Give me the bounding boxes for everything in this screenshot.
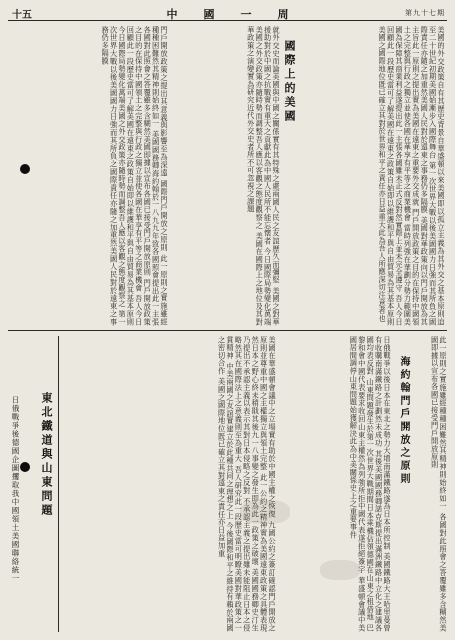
text-column: 中美兩國之友誼實建立於此種共同之理想之上	[225, 362, 235, 520]
text-column: 當時列強在華劃分勢力範圍美國為保障其商業利益遂提出此一主張各國雖未正式反對然實際上並未完全遵守	[394, 26, 413, 326]
article-headline-lower: 東北鐵道與山東問題	[40, 392, 53, 518]
sidebar-body-2	[281, 336, 391, 632]
text-column: 門戶開放政策之目的在保持中國領土之完整與行政之獨立並使各國在華享有平等之商業機會	[403, 26, 421, 326]
page-header	[8, 6, 447, 21]
article-headline-upper: 國際上的美國	[283, 40, 296, 124]
article-body-lower	[66, 336, 276, 632]
text-column: 巴黎和會中國代表要求收回山東主權然為列強所拒中國代表遂拒絕簽字	[357, 336, 376, 633]
text-column: 美國的外交政策自有其歷史背景自華盛頓以來美國即以孤立主義為其外交之基本原則迨至二十世紀初期美國始漸步入國際舞台	[428, 26, 446, 326]
text-column: 不承認主義之提出雖未能阻止日本之侵略然其在國際法上之意義則至為重大	[234, 336, 252, 632]
text-column: 就外交史而論美國與中國之關係實有其特殊之處兩國人民之友誼歷久而彌堅	[272, 26, 281, 285]
text-column: 吾人今日回顧此一段歷史當可了解美國在遠東之政策自始即以維護和平與自由貿易為其基本原則	[386, 26, 404, 327]
text-column: 美國對華政策向以門戶開放為其主旨此一原則之提出實為美國在遠東之重要外交成就	[411, 26, 430, 327]
text-column: 美國鐵路大王哈里曼曾有收購南滿鐵路之計劃然未成功	[374, 336, 392, 633]
text-column: 美國之對華援助對於中國之抗戰實有重大之貢獻此為中國人民所不能忘懷者	[263, 26, 281, 326]
text-column: 門戶開放政策之目的在保持中國領土之完整與行政之獨立並使各國在華享有平等之商業機會	[134, 26, 153, 326]
text-column: 美國在華盛頓會議中之立場實有助於中國主權之恢復	[268, 336, 277, 519]
punch-hole	[20, 164, 30, 174]
text-column: 第一次世界大戰以後美國國力日強而其所負之國際責任亦隨之加重然美國人民對於遠東之事務仍多隔膜	[420, 26, 438, 326]
text-column: 然日本之野心終未稍戢其後九一八事變之發生即為此一政策之破壞	[251, 336, 261, 566]
text-column: 九國公約之簽訂確認門戶開放之原則並尊重中國之主權獨立與領土完整	[259, 336, 277, 632]
punch-hole	[20, 462, 30, 472]
article-body-upper-middle	[180, 26, 280, 326]
paper-stain	[320, 560, 360, 580]
text-column: 此一公約之精神實為美國遠東政策之具體表現	[259, 473, 269, 632]
text-column: 美國在國際上之地位及其對華政策之演變實為研究近代外交史者所不可忽視之課題	[246, 26, 265, 326]
text-column: 吾人研究此一段歷史當可明瞭美國對華政策之一貫精神	[225, 336, 244, 632]
article-body-upper-left	[8, 26, 168, 326]
page-number: 十五	[12, 10, 32, 21]
text-column: 美國之國際地位既已確立其對於世界和平之責任亦日益重大此為吾人所應深切注意者也	[378, 26, 388, 323]
text-column: 此一原則之實施雖經種種困難然其精神則始終如一	[151, 26, 169, 327]
text-column: 美國國務卿史汀生乃提出不承認主義以表示其對日本侵略之反對	[242, 336, 261, 633]
section-divider	[8, 330, 447, 331]
article-body-upper-right	[305, 26, 445, 326]
text-column: 各國對此照會之答覆雖多含糊然美國即據以宣布各國已接受門戶開放原則	[430, 336, 448, 632]
paper-stain	[240, 500, 290, 524]
text-column: 此一原則之實施雖經種種困難然其精神則始終如一	[439, 336, 448, 511]
text-column: 華盛頓會議中美國居間調停山東問題始獲解決此為中美關係史上之重要事件	[349, 336, 367, 633]
text-column: 其後美國國務卿諾克斯提出滿洲鐵路中立化之建議各國均表反對	[366, 336, 384, 632]
text-column: 美國之國際地位既已確立其對遠東之責任亦日益加重	[217, 377, 227, 558]
column-divider	[58, 336, 59, 632]
article-subheadline-lower: 日俄戰爭後德國企圖攫取我中國領土美國聯絡統一	[11, 396, 20, 583]
text-column: 今後國際和平之維持有賴於兩國之密切合作	[217, 336, 235, 633]
text-column: 美國國務卿海約翰於一八九九年致各國照會提出此一主張	[151, 130, 161, 326]
text-column: 吾人今日回顧此一段歷史當可了解美國在遠東之政策自始即以維護和平與自由貿易為其基本原則	[126, 26, 144, 327]
text-column: 第一次世界大戰以後美國國力日強而其所負之國際責任亦隨之加重然美國人民對於遠東之事務仍多隔膜	[101, 26, 127, 326]
journal-title: 中國一周	[166, 8, 315, 21]
text-column: 各國對此照會之答覆雖多含糊然美國即據以宣布各國已接受門戶開放原則	[143, 26, 153, 277]
text-column: 國際門戶開放之原則	[160, 180, 169, 252]
issue-number: 第九十七期	[405, 9, 445, 17]
text-column: 日俄戰爭以後日本在東北之勢力大增南滿鐵路遂為日本所控制	[383, 336, 392, 550]
text-column: 今日國際局勢變化萬端美國之外交政策亦隨時勢而調整吾人應以客觀之態度觀察之	[255, 26, 273, 326]
sidebar-headline: 海約翰門戶開放之原則	[398, 356, 409, 486]
text-column: 今日國際局勢變化萬端美國之外交政策亦隨時勢而調整吾人應以客觀之態度觀察之	[117, 26, 127, 308]
text-column: 山東問題發生於第一次世界大戰期間日本乘機佔領德國在山東之租借地	[366, 378, 376, 622]
text-column: 門戶開放政策之提出其意義與影響至為深遠	[160, 26, 169, 178]
sidebar-body	[413, 336, 447, 632]
